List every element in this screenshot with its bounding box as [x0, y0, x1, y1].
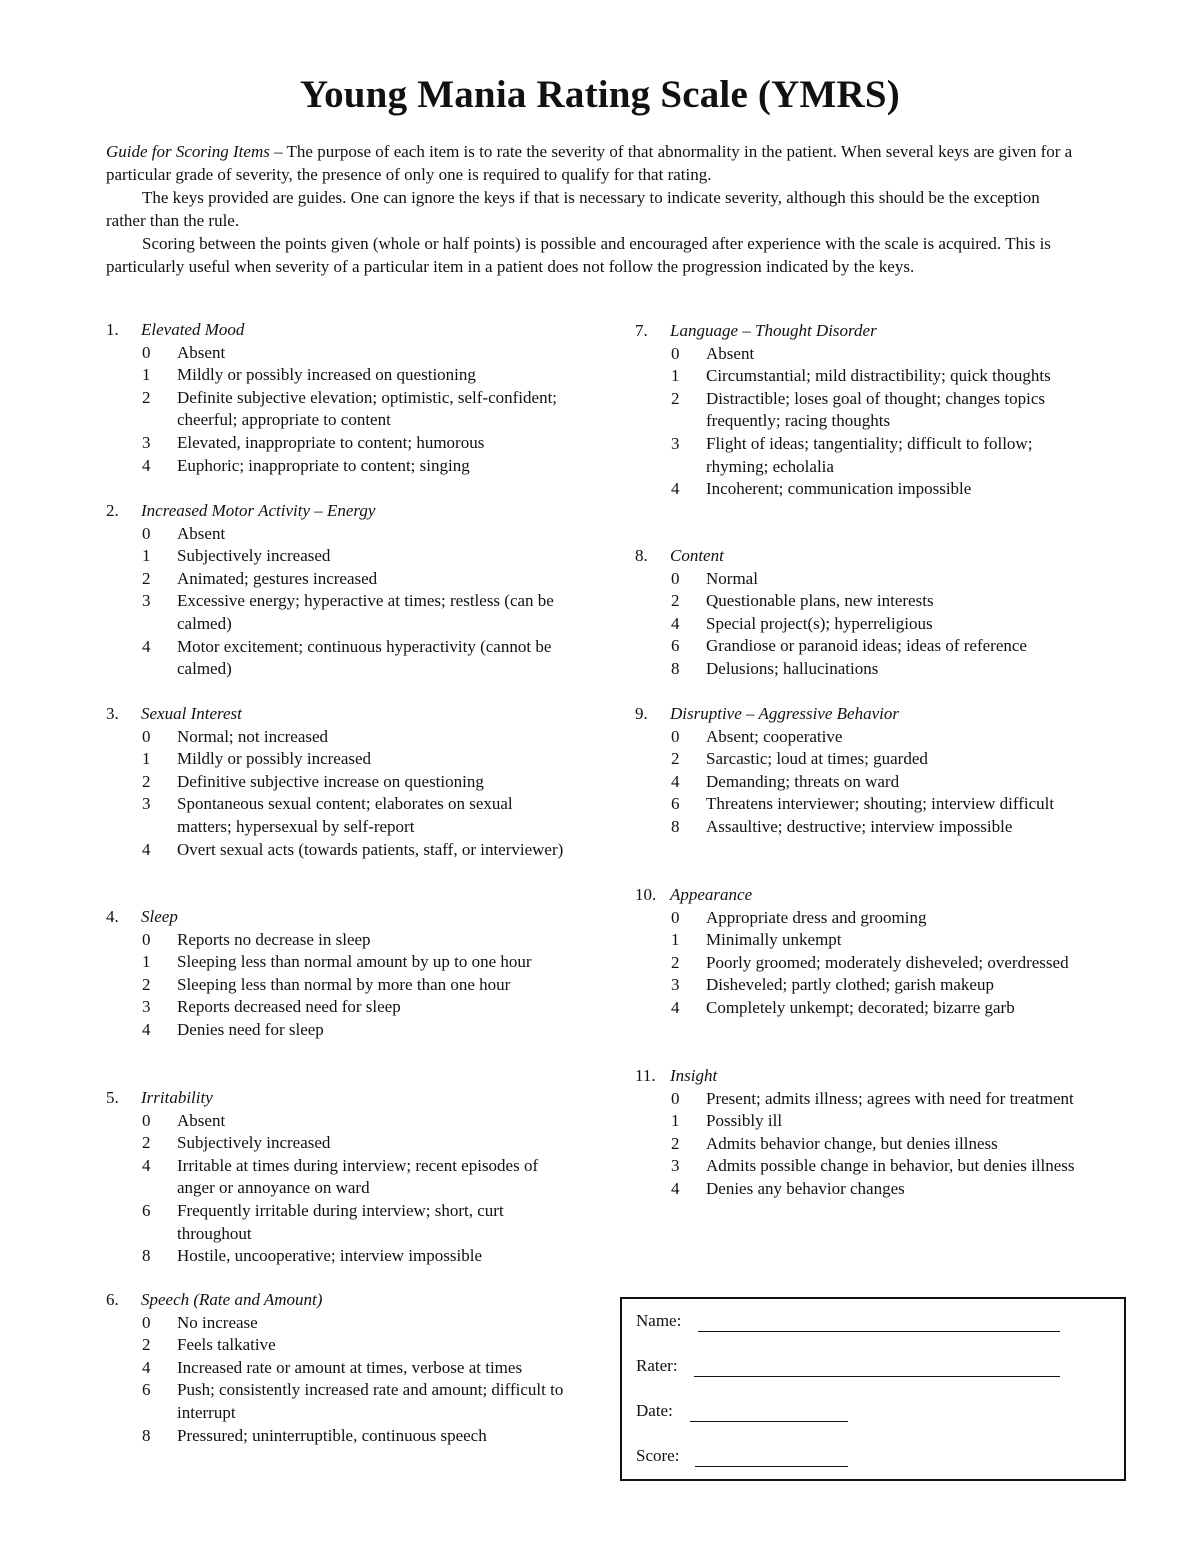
rater-label: Rater:: [636, 1356, 678, 1375]
item-heading: [106, 1087, 566, 1110]
option-description: Questionable plans, new interests: [706, 591, 934, 611]
item-heading: [635, 703, 1086, 726]
option-description: Admits behavior change, but denies illness: [706, 1133, 998, 1153]
option-score: 1: [142, 952, 151, 972]
score-option: [635, 816, 1086, 839]
option-score: 8: [142, 1246, 151, 1266]
score-option: [106, 1379, 566, 1424]
item-number: 2.: [106, 501, 119, 520]
item-title: Increased Motor Activity – Energy: [141, 501, 376, 520]
option-score: 2: [671, 1133, 680, 1153]
item-heading: [635, 320, 1086, 343]
score-option: [635, 952, 1086, 975]
item-heading: [106, 906, 566, 929]
item-number: 3.: [106, 704, 119, 723]
item-heading: [635, 884, 1086, 907]
score-option: [635, 388, 1086, 433]
option-score: 1: [671, 930, 680, 950]
score-option: [635, 658, 1086, 681]
option-description: Mildly or possibly increased on questioning: [177, 365, 476, 385]
score-option: [106, 1334, 566, 1357]
option-score: 2: [142, 1335, 151, 1355]
option-description: Overt sexual acts (towards patients, staff, or interviewer): [177, 839, 564, 859]
option-description: Denies need for sleep: [177, 1019, 324, 1039]
score-option: [106, 590, 566, 635]
option-description: Denies any behavior changes: [706, 1178, 905, 1198]
score-option: [635, 613, 1086, 636]
option-score: 0: [142, 929, 151, 949]
score-option: [635, 343, 1086, 366]
score-option: [106, 1155, 566, 1200]
option-score: 3: [142, 794, 151, 814]
option-score: 0: [671, 726, 680, 746]
score-option: [635, 635, 1086, 658]
option-description: Definitive subjective increase on questioning: [177, 771, 484, 791]
half-points-paragraph: Scoring between the points given (whole or half points) is possible and encouraged after experience with the scale is acquired. This is particularly useful when severity of a particular item in a patient does not follow the progression indicated by the keys.: [106, 234, 1051, 276]
date-field[interactable]: [690, 1421, 848, 1422]
score-option: [106, 771, 566, 794]
option-description: Absent; cooperative: [706, 726, 843, 746]
option-score: 4: [142, 1155, 151, 1175]
option-score: 4: [142, 839, 151, 859]
page-title: Young Mania Rating Scale (YMRS): [300, 73, 900, 116]
score-option: [635, 907, 1086, 930]
score-option: [635, 433, 1086, 478]
rating-item: [635, 884, 1086, 1020]
item-number: 7.: [635, 321, 648, 340]
option-score: 0: [671, 568, 680, 588]
option-score: 1: [142, 749, 151, 769]
score-option: [635, 365, 1086, 388]
option-description: Push; consistently increased rate and amount; difficult to interrupt: [177, 1380, 564, 1422]
option-description: Absent: [177, 342, 226, 362]
score-option: [106, 839, 566, 862]
option-score: 4: [142, 455, 151, 475]
option-description: Poorly groomed; moderately disheveled; overdressed: [706, 952, 1069, 972]
option-score: 0: [142, 1110, 151, 1130]
item-number: 5.: [106, 1088, 119, 1107]
option-description: Absent: [706, 343, 755, 363]
option-score: 3: [671, 975, 680, 995]
option-score: 3: [142, 997, 151, 1017]
option-description: Pressured; uninterruptible, continuous speech: [177, 1425, 487, 1445]
score-field[interactable]: [695, 1466, 848, 1467]
score-option: [635, 1110, 1086, 1133]
option-description: Motor excitement; continuous hyperactivity (cannot be calmed): [177, 636, 552, 679]
option-score: 0: [671, 343, 680, 363]
option-description: Spontaneous sexual content; elaborates on sexual matters; hypersexual by self-report: [177, 794, 513, 836]
rating-item: [106, 319, 566, 477]
score-option: [635, 1133, 1086, 1156]
option-score: 2: [671, 388, 680, 408]
option-score: 3: [671, 433, 680, 453]
option-score: 2: [142, 568, 151, 588]
item-number: 10.: [635, 885, 657, 904]
score-option: [635, 726, 1086, 749]
item-heading: [106, 703, 566, 726]
option-score: 1: [671, 1111, 680, 1131]
option-score: 2: [142, 1133, 151, 1153]
item-number: 1.: [106, 320, 119, 339]
score-option: [106, 1019, 566, 1042]
option-description: Normal; not increased: [177, 726, 329, 746]
score-option: [106, 996, 566, 1019]
item-title: Appearance: [670, 885, 753, 904]
option-score: 4: [142, 1357, 151, 1377]
score-label: Score:: [636, 1446, 680, 1465]
option-description: Feels talkative: [177, 1335, 276, 1355]
option-score: 2: [671, 591, 680, 611]
option-score: 3: [671, 1156, 680, 1176]
item-title: Speech (Rate and Amount): [141, 1290, 323, 1309]
option-description: Minimally unkempt: [706, 930, 842, 950]
option-score: 8: [671, 816, 680, 836]
option-description: Admits possible change in behavior, but denies illness: [706, 1156, 1075, 1176]
option-score: 8: [671, 658, 680, 678]
option-score: 4: [142, 1019, 151, 1039]
item-title: Language – Thought Disorder: [670, 321, 877, 340]
score-option: [106, 1312, 566, 1335]
rating-item: [106, 906, 566, 1042]
option-score: 4: [671, 479, 680, 499]
option-score: 3: [142, 432, 151, 452]
rating-item: [106, 1289, 566, 1447]
option-description: No increase: [177, 1312, 258, 1332]
option-description: Increased rate or amount at times, verbose at times: [177, 1357, 523, 1377]
option-description: Subjectively increased: [177, 1133, 331, 1153]
score-option: [106, 364, 566, 387]
option-description: Excessive energy; hyperactive at times; restless (can be calmed): [177, 591, 554, 633]
score-option: [635, 997, 1086, 1020]
item-heading: [635, 1065, 1086, 1088]
keys-paragraph: The keys provided are guides. One can ignore the keys if that is necessary to indicate severity, although this should be the exception rather than the rule.: [106, 188, 1040, 230]
name-field[interactable]: [698, 1331, 1060, 1332]
option-score: 4: [671, 1178, 680, 1198]
score-option: [635, 771, 1086, 794]
option-score: 2: [142, 387, 151, 407]
option-score: 6: [142, 1380, 151, 1400]
option-score: 2: [142, 974, 151, 994]
guide-paragraph: [106, 140, 1082, 186]
option-description: Subjectively increased: [177, 546, 331, 566]
option-score: 1: [142, 546, 151, 566]
score-option: [106, 748, 566, 771]
item-heading: [635, 545, 1086, 568]
item-number: 9.: [635, 704, 648, 723]
option-score: 2: [671, 749, 680, 769]
option-score: 2: [142, 771, 151, 791]
option-score: 0: [142, 342, 151, 362]
rating-item: [635, 1065, 1086, 1201]
option-description: Normal: [706, 568, 758, 588]
score-option: [635, 1088, 1086, 1111]
score-option: [106, 545, 566, 568]
item-title: Elevated Mood: [141, 320, 245, 339]
score-option: [106, 951, 566, 974]
rating-item: [106, 1087, 566, 1268]
item-heading: [106, 319, 566, 342]
option-description: Irritable at times during interview; recent episodes of anger or annoyance on ward: [177, 1155, 539, 1198]
option-description: Completely unkempt; decorated; bizarre garb: [706, 997, 1015, 1017]
option-description: Assaultive; destructive; interview impossible: [706, 816, 1013, 836]
rating-item: [106, 703, 566, 861]
rating-item: [106, 500, 566, 681]
option-description: Demanding; threats on ward: [706, 771, 900, 791]
score-option: [106, 726, 566, 749]
score-option: [635, 478, 1086, 501]
score-option: [106, 1357, 566, 1380]
option-description: Delusions; hallucinations: [706, 658, 879, 678]
option-description: Sleeping less than normal amount by up to one hour: [177, 952, 532, 972]
score-option: [106, 1110, 566, 1133]
guide-label: Guide for Scoring Items: [106, 142, 270, 161]
option-description: Appropriate dress and grooming: [706, 907, 927, 927]
option-score: 8: [142, 1425, 151, 1445]
option-score: 4: [671, 613, 680, 633]
score-option: [635, 748, 1086, 771]
score-option: [635, 1178, 1086, 1201]
option-score: 0: [142, 523, 151, 543]
score-option: [106, 793, 566, 838]
score-option: [106, 929, 566, 952]
score-option: [635, 793, 1086, 816]
patient-info-box: [620, 1297, 1126, 1481]
option-score: 0: [671, 1088, 680, 1108]
item-title: Sexual Interest: [141, 704, 242, 723]
score-option: [106, 387, 566, 432]
score-option: [106, 432, 566, 455]
option-score: 6: [671, 794, 680, 814]
item-heading: [106, 1289, 566, 1312]
option-description: Special project(s); hyperreligious: [706, 613, 933, 633]
option-score: 2: [671, 952, 680, 972]
rating-item: [635, 320, 1086, 501]
score-option: [106, 1132, 566, 1155]
score-option: [106, 1245, 566, 1268]
score-option: [635, 974, 1086, 997]
score-option: [106, 1425, 566, 1448]
item-title: Sleep: [141, 907, 178, 926]
name-label: Name:: [636, 1311, 682, 1330]
score-option: [106, 974, 566, 997]
option-description: Frequently irritable during interview; short, curt throughout: [177, 1200, 504, 1243]
scoring-guide: [106, 140, 1082, 278]
score-option: [106, 636, 566, 681]
rating-item: [635, 703, 1086, 839]
option-description: Mildly or possibly increased: [177, 749, 372, 769]
item-title: Irritability: [141, 1088, 213, 1107]
rater-field[interactable]: [694, 1376, 1060, 1377]
score-option: [635, 929, 1086, 952]
option-description: Distractible; loses goal of thought; changes topics frequently; racing thoughts: [706, 388, 1045, 431]
option-description: Sleeping less than normal by more than one hour: [177, 974, 511, 994]
option-description: Reports no decrease in sleep: [177, 929, 371, 949]
item-title: Insight: [670, 1066, 718, 1085]
item-heading: [106, 500, 566, 523]
option-description: Reports decreased need for sleep: [177, 997, 401, 1017]
option-description: Absent: [177, 1110, 226, 1130]
option-description: Definite subjective elevation; optimistic, self-confident; cheerful; appropriate to content: [177, 387, 558, 430]
option-description: Elevated, inappropriate to content; humorous: [177, 432, 485, 452]
option-description: Incoherent; communication impossible: [706, 479, 972, 499]
score-option: [106, 568, 566, 591]
option-description: Sarcastic; loud at times; guarded: [706, 749, 928, 769]
option-score: 4: [142, 636, 151, 656]
score-option: [635, 1155, 1086, 1178]
option-description: Present; admits illness; agrees with need for treatment: [706, 1088, 1074, 1108]
rating-item: [635, 545, 1086, 681]
item-title: Content: [670, 546, 724, 565]
option-description: Disheveled; partly clothed; garish makeup: [706, 975, 994, 995]
item-title: Disruptive – Aggressive Behavior: [670, 704, 899, 723]
score-option: [106, 455, 566, 478]
score-option: [106, 1200, 566, 1245]
option-score: 0: [142, 726, 151, 746]
option-description: Grandiose or paranoid ideas; ideas of reference: [706, 636, 1027, 656]
option-score: 0: [671, 907, 680, 927]
item-number: 11.: [635, 1066, 656, 1085]
guide-text: – The purpose of each item is to rate the severity of that abnormality in the patient. When several keys are given for a particular grade of severity, the presence of only one is required to qualify for that rating.: [106, 142, 1073, 184]
option-score: 3: [142, 591, 151, 611]
option-description: Animated; gestures increased: [177, 568, 378, 588]
item-number: 4.: [106, 907, 119, 926]
score-option: [106, 523, 566, 546]
option-score: 6: [671, 636, 680, 656]
score-option: [106, 342, 566, 365]
option-score: 4: [671, 997, 680, 1017]
option-score: 4: [671, 771, 680, 791]
option-description: Absent: [177, 523, 226, 543]
item-number: 8.: [635, 546, 648, 565]
option-description: Possibly ill: [706, 1111, 783, 1131]
date-label: Date:: [636, 1401, 673, 1420]
score-option: [635, 568, 1086, 591]
option-description: Euphoric; inappropriate to content; singing: [177, 455, 470, 475]
option-score: 6: [142, 1200, 151, 1220]
option-description: Flight of ideas; tangentiality; difficult to follow; rhyming; echolalia: [706, 433, 1033, 476]
option-description: Circumstantial; mild distractibility; quick thoughts: [706, 366, 1051, 386]
score-option: [635, 590, 1086, 613]
option-score: 0: [142, 1312, 151, 1332]
item-number: 6.: [106, 1290, 119, 1309]
option-description: Threatens interviewer; shouting; interview difficult: [706, 794, 1055, 814]
option-score: 1: [671, 366, 680, 386]
option-description: Hostile, uncooperative; interview impossible: [177, 1246, 482, 1266]
option-score: 1: [142, 365, 151, 385]
